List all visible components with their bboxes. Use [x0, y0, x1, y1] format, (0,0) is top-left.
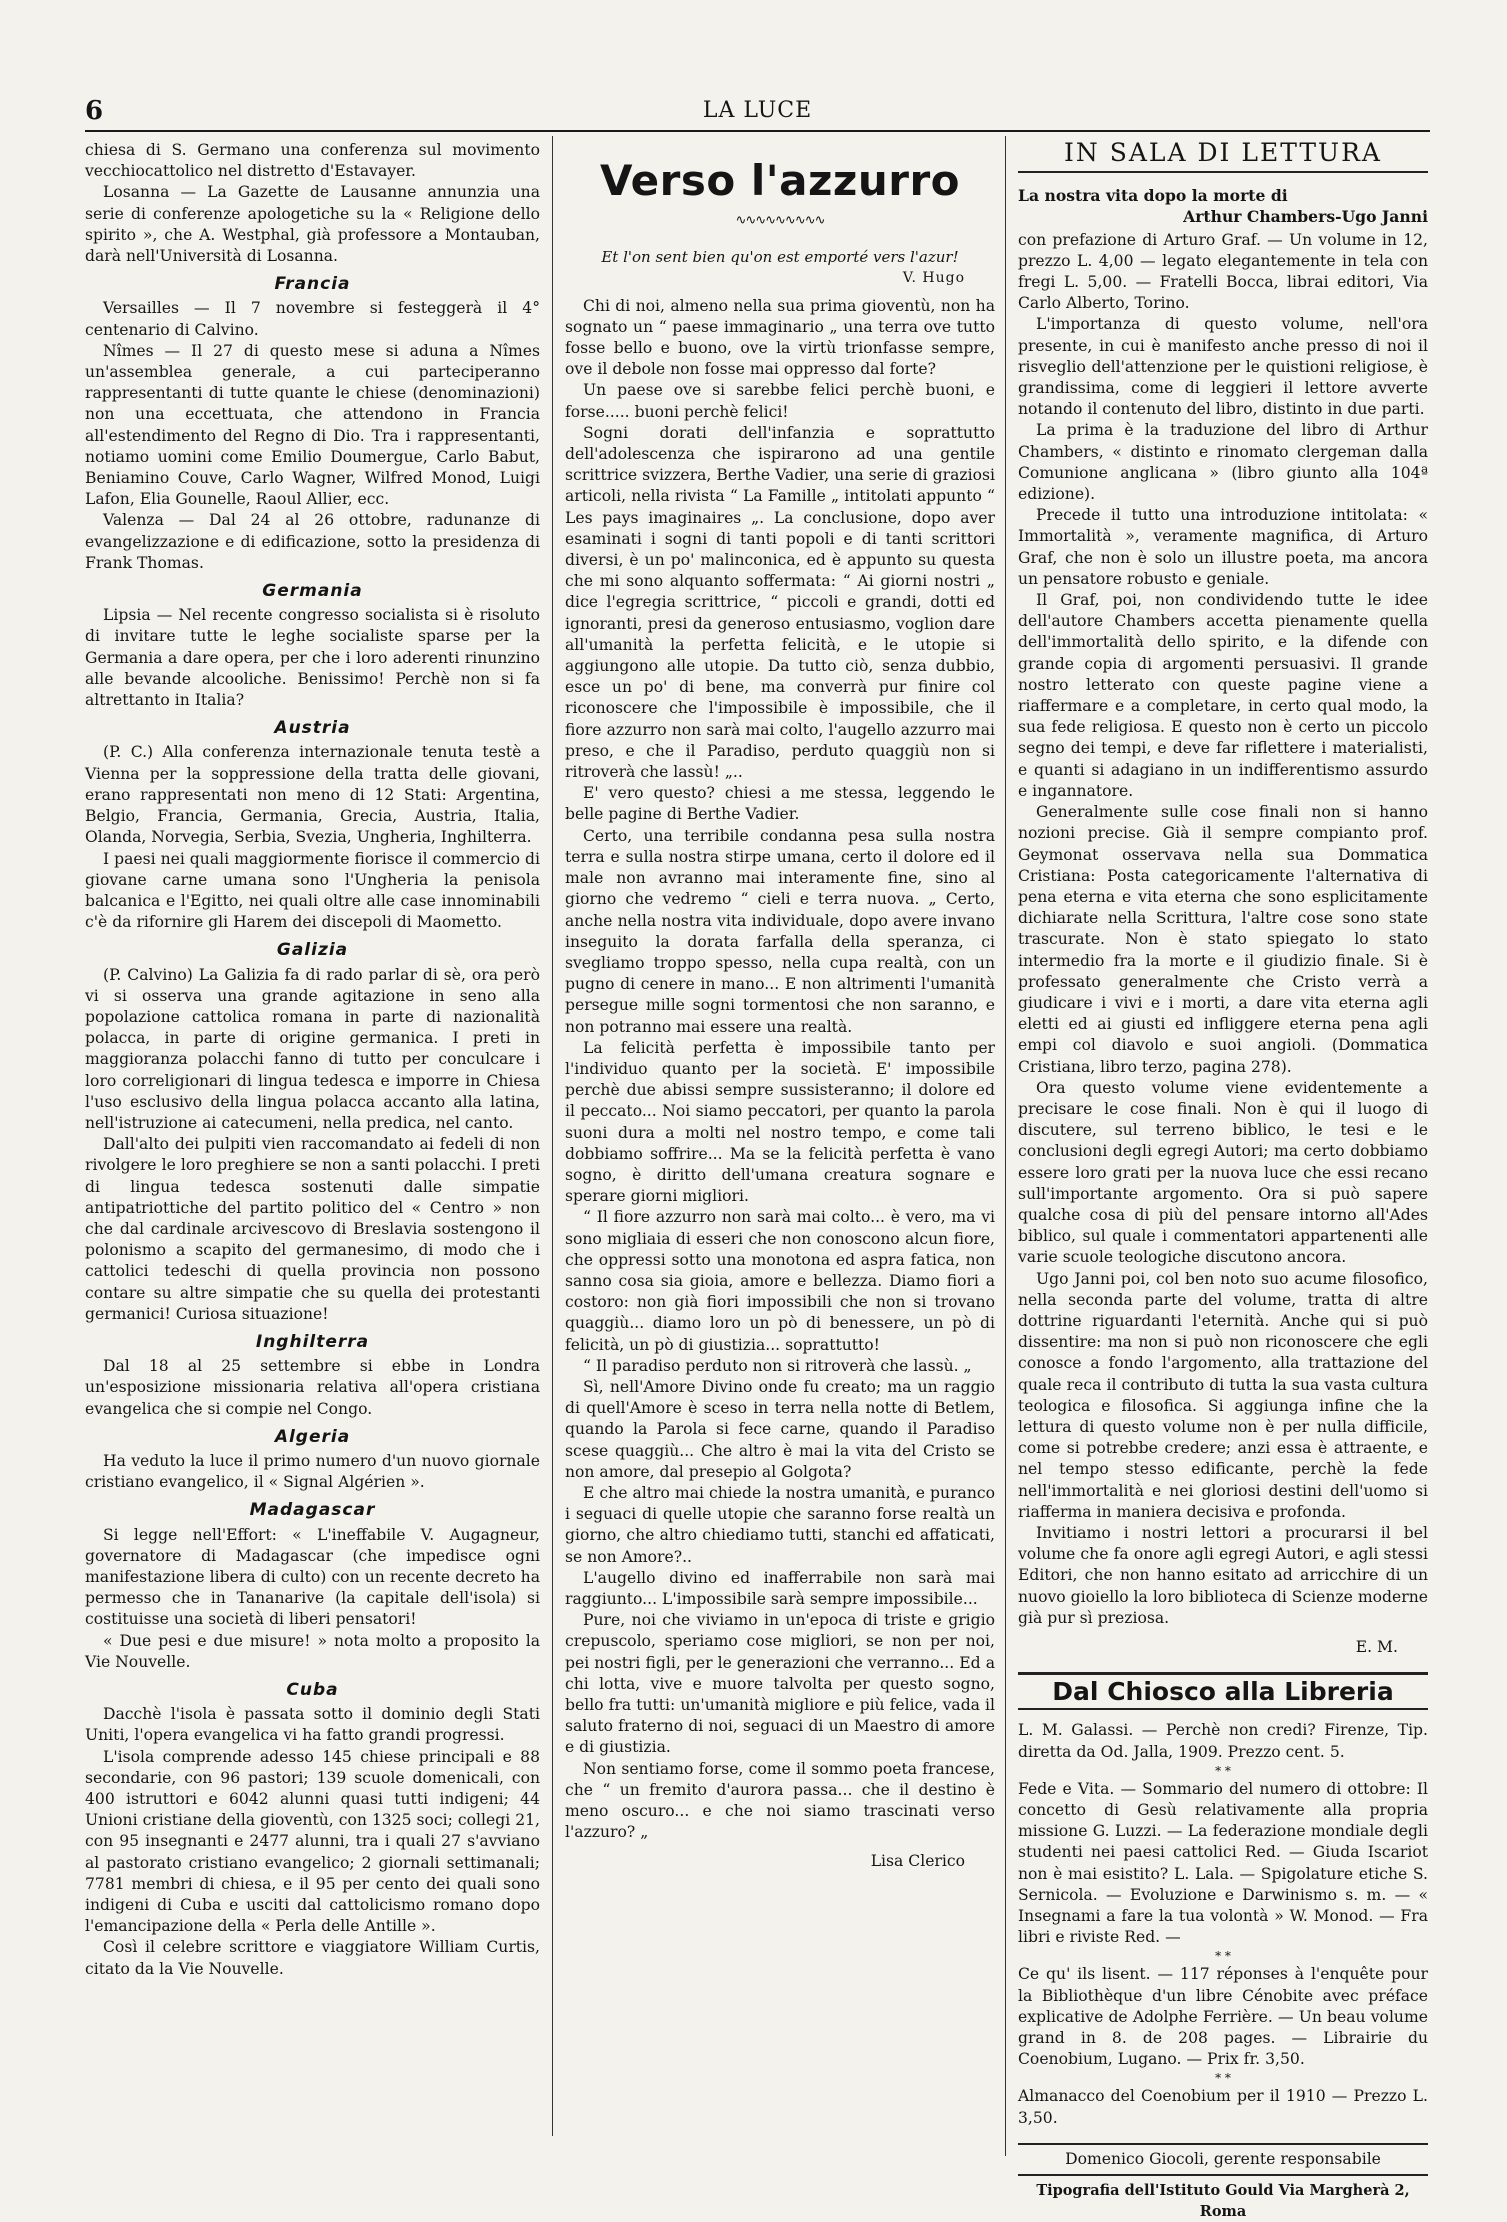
- paragraph: Dall'alto dei pulpiti vien raccomandato ai fedeli di non rivolgere le loro preghiere se non a santi polacchi. I preti di lingua tedesca sostenuti dalle simpatie antipatriottiche del partito politico del « Centro » non che dal cardinale arcivescovo di Breslavia sostengono il polonismo a scapito del germanesimo, di modo che i cattolici tedeschi di quella provincia non possono contare su altre simpatie che su quella dei protestanti germanici! Curiosa situazione!: [85, 1135, 540, 1323]
- responsible-manager: Domenico Giocoli, gerente responsabile: [1018, 2143, 1428, 2170]
- paragraph: Sì, nell'Amore Divino onde fu creato; ma un raggio di quell'Amore è sceso in terra nella notte di Betlem, quando la Parola si fece carne, quando il Paradiso scese quaggiù... Che altro è mai la vita del Cristo se non amore, dal presepio al Golgota?: [565, 1377, 995, 1481]
- paragraph: (P. C.) Alla conferenza internazionale tenuta testè a Vienna per la soppressione della tratta delle giovani, erano rappresentati non meno di 12 Stati: Argentina, Belgio, Francia, Germania, Grecia, Austria, Italia, Olanda, Norvegia, Serbia, Svezia, Ungheria, Inghilterra.: [85, 743, 540, 847]
- wave-ornament: ∿∿∿∿∿∿∿∿∿: [735, 213, 825, 228]
- paragraph: Ora questo volume viene evidentemente a precisare le cose finali. Non è qui il luogo di discutere, sul terreno biblico, le tesi e le conclusioni degli egregi Autori; ma certo dobbiamo essere loro grati per la nuova luce che essi recano sull'importante argomento. Ora si può sapere qualche cosa di più del pensare intorno all'Ades biblico, sul quale i commentatori appartenenti alle varie scuole teologiche discutono ancora.: [1018, 1078, 1428, 1267]
- review-signature: E. M.: [1355, 1638, 1398, 1657]
- section-title-chiosco: Dal Chiosco alla Libreria: [1018, 1672, 1428, 1710]
- section-heading-germania: Germania: [262, 581, 363, 602]
- section-heading-madagascar: Madagascar: [249, 1500, 376, 1521]
- paragraph: Dal 18 al 25 settembre si ebbe in Londra un'esposizione missionaria relativa all'opera cristiana evangelica che si compie nel Congo.: [85, 1357, 540, 1418]
- paragraph: con prefazione di Arturo Graf. — Un volume in 12, prezzo L. 4,00 — legato elegantemente in tela con fregi L. 5,00. — Fratelli Bocca, librai editori, Via Carlo Alberto, Torino.: [1018, 230, 1428, 313]
- paragraph: La prima è la traduzione del libro di Arthur Chambers, « distinto e rinomato clergeman dalla Comunione anglicana » (libro giunto alla 104ª edizione).: [1018, 421, 1428, 504]
- column-divider: [552, 136, 553, 2136]
- paragraph: “ Il fiore azzurro non sarà mai colto... è vero, ma vi sono migliaia di esseri che non conoscono alcun fiore, che oppressi sotto una monotona ed aspra fatica, non sanno cosa sia gioia, amore e bellezza. Diamo fiori a costoro: non già fiori impossibili che non si trovano quaggiù... diamo loro un pò di benessere, un pò di felicità, un pò di giustizia... soprattutto!: [565, 1208, 995, 1354]
- paragraph: Così il celebre scrittore e viaggiatore William Curtis, citato da la Vie Nouvelle.: [85, 1938, 540, 1978]
- paragraph: Pure, noi che viviamo in un'epoca di triste e grigio crepuscolo, speriamo cose migliori, se non per noi, pei nostri figli, per le generazioni che verranno... Ed a chi lotta, vive e muore talvolta per questo sogno, bello fra tutti: un'umanità migliore e più felice, vada il saluto fraterno di noi, seguaci di un Maestro di amore e di giustizia.: [565, 1611, 995, 1757]
- section-heading-austria: Austria: [274, 718, 351, 739]
- section-heading-algeria: Algeria: [274, 1426, 351, 1447]
- section-heading-galizia: Galizia: [276, 940, 349, 961]
- article-column: [565, 140, 995, 2150]
- paragraph: E che altro mai chiede la nostra umanità, e puranco i seguaci di quelle utopie che saranno forse realtà un giorno, che altro chiediamo tutti, stanchi ed affaticati, se non Amore?..: [565, 1483, 995, 1566]
- paragraph: Dacchè l'isola è passata sotto il dominio degli Stati Uniti, l'opera evangelica vi ha fatto grandi progressi.: [85, 1705, 540, 1745]
- paragraph: Non sentiamo forse, come il sommo poeta francese, che “ un fremito d'aurora passa... che il destino è meno oscuro... e che noi siamo trascinati verso l'azzuro? „: [565, 1759, 995, 1842]
- paragraph: Invitiamo i nostri lettori a procurarsi il bel volume che fa onore agli egregi Autori, e agli stessi Editori, che non hanno esitato ad arricchire di un nuovo gioiello la loro biblioteca di Scienze moderne già pur sì preziosa.: [1018, 1524, 1428, 1627]
- column-divider: [1005, 136, 1006, 2156]
- section-heading-francia: Francia: [274, 274, 351, 295]
- paragraph: Il Graf, poi, non condividendo tutte le idee dell'autore Chambers accetta pienamente quella dell'immortalità dello spirito, e la difende con grande copia di argomenti persuasivi. Il grande nostro letterato con queste pagine viene a riaffermare e a completare, in certo qual modo, la sua fede religiosa. E questo non è certo un piccolo segno dei tempi, e deve far riflettere i materialisti, e quanti si adagiano in un indifferentismo assurdo e ingannatore.: [1018, 591, 1428, 800]
- paragraph: Generalmente sulle cose finali non si hanno nozioni precise. Già il sempre compianto prof. Geymonat osservava nella sua Dommatica Cristiana: Posta categoricamente l'alternativa di pena eterna e vita eterna che sono esplicitamente dichiarate nella Scrittura, l'altre cose sono state trascurate. Non è stato spiegato lo stato intermedio fra la morte e il giudizio finale. Si è professato generalmente che Cristo verrà a giudicare i vivi e i morti, a dare vita eterna agli eletti ed ai giusti ed infliggere eterna pena agli empi col diavolo e suoi angioli. (Dommatica Cristiana, libro terzo, pagina 278).: [1018, 803, 1428, 1076]
- bookstall-entry: Fede e Vita. — Sommario del numero di ottobre: Il concetto di Gesù relativamente alla propria missione G. Luzzi. — La federazione mondiale degli studenti nei paesi cattolici Red. — Giuda Iscariot non è mai esistito? L. Lala. — Spigolature etiche S. Sernicola. — Evoluzione e Darwinismo s. m. — « Insegnami a fare la tua volontà » W. Monod. — Fra libri e riviste Red. —: [1018, 1779, 1428, 1947]
- paragraph: L'isola comprende adesso 145 chiese principali e 88 secondarie, con 96 pastori; 139 scuole domenicali, con 400 istruttori e 6042 alunni quasi tutti indigeni; 44 Unioni cristiane della gioventù, con 1325 soci; collegi 21, con 95 insegnanti e 2477 alunni, tra i quali 27 s'avviano al pastorato cristiano evangelico; 2 giornali settimanali; 7781 membri di chiesa, e il 95 per cento dei quali sono indigeni di Cuba e usciti dal cattolicismo romano dopo l'emancipazione della « Perla delle Antille ».: [85, 1747, 540, 1936]
- paragraph: Losanna — La Gazette de Lausanne annunzia una serie di conferenze apologetiche su la « Religione dello spirito », che A. Westphal, già professore a Montauban, darà nell'Università di Losanna.: [85, 183, 540, 266]
- page-header: [85, 96, 1430, 132]
- article-signature: Lisa Clerico: [870, 1852, 965, 1871]
- paragraph: L'augello divino ed inafferrabile non sarà mai raggiunto... L'impossibile sarà sempre impossibile...: [565, 1568, 995, 1608]
- paragraph: chiesa di S. Germano una conferenza sul movimento vecchiocattolico nel distretto d'Estavayer.: [85, 141, 540, 181]
- paragraph: Chi di noi, almeno nella sua prima gioventù, non ha sognato un “ paese immaginario „ una terra ove tutto fosse bello e buono, ove la virtù trionfasse sempre, ove il debole non fosse mai oppresso dal forte?: [565, 296, 995, 379]
- paragraph: “ Il paradiso perduto non si ritroverà che lassù. „: [583, 1356, 972, 1375]
- printer-line: Tipografia dell'Istituto Gould Via Margherà 2, Roma: [1018, 2174, 1428, 2222]
- paragraph: Ugo Janni poi, col ben noto suo acume filosofico, nella seconda parte del volume, tratta di altre dottrine riguardanti l'eternità. Anche qui si può dissentire: ma non si può non riconoscere che egli conosce a fondo l'argomento, alla trattazione del quale reca il contributo di tutta la sua vasta cultura teologica e filosofica. Si aggiunga infine che la lettura di questo volume non è per nulla difficile, come si potrebbe credere; anzi essa è attraente, e nel tempo stesso edificante, perchè la fede nell'immortalità e nei gloriosi destini dell'uomo si riafferma in maniera decisiva e profonda.: [1018, 1269, 1428, 1521]
- paragraph: E' vero questo? chiesi a me stessa, leggendo le belle pagine di Berthe Vadier.: [565, 784, 995, 824]
- paragraph: Lipsia — Nel recente congresso socialista si è risoluto di invitare tutte le leghe socialiste sparse per la Germania a dare opera, per che i loro aderenti rinunzino alle bevande alcooliche. Benissimo! Perchè non si fa altrettanto in Italia?: [85, 606, 540, 710]
- asterism: * *: [1215, 1763, 1231, 1778]
- paragraph: Si legge nell'Effort: « L'ineffabile V. Augagneur, governatore di Madagascar (che impedisce ogni manifestazione libera di culto) con un recente decreto ha permesso che in Tananarive (la capitale dell'isola) si costituisse una società di liberi pensatori!: [85, 1525, 540, 1629]
- paragraph: Nîmes — Il 27 di questo mese si aduna a Nîmes un'assemblea generale, a cui parteciperanno rappresentanti di tutte quante le chiese (denominazioni) non una eccettuata, che attendono in Francia all'estendimento del Regno di Dio. Tra i rappresentanti, notiamo uomini come Emilio Doumergue, Carlo Babut, Beniamino Couve, Carlo Wagner, Wilfred Monod, Luigi Lafon, Elia Gounelle, Raoul Allier, ecc.: [85, 341, 540, 509]
- asterism: * *: [1215, 2071, 1231, 2086]
- bookstall-entry: Almanacco del Coenobium per il 1910 — Prezzo L. 3,50.: [1018, 2087, 1428, 2127]
- section-heading-cuba: Cuba: [286, 1680, 339, 1701]
- bookstall-entry: L. M. Galassi. — Perchè non credi? Firenze, Tip. diretta da Od. Jalla, 1909. Prezzo cent. 5.: [1018, 1721, 1428, 1761]
- news-column: [85, 140, 540, 2150]
- asterism: * *: [1215, 1949, 1231, 1964]
- book-title: La nostra vita dopo la morte di: [1018, 186, 1288, 206]
- paragraph: I paesi nei quali maggiormente fiorisce il commercio di giovane carne umana sono l'Ungheria la penisola balcanica e l'Egitto, nei quali oltre alle case innominabili c'è da rifornire gli Harem dei discepoli di Maometto.: [85, 849, 540, 932]
- paragraph: « Due pesi e due misure! » nota molto a proposito la Vie Nouvelle.: [85, 1631, 540, 1671]
- paragraph: L'importanza di questo volume, nell'ora presente, in cui è manifesto anche presso di noi il risveglio dell'attenzione per le quistioni religiose, è grandissima, come di leggieri il lettore avverte notando il contenuto del libro, distinto in due parti.: [1018, 315, 1428, 419]
- paragraph: Ha veduto la luce il primo numero d'un nuovo giornale cristiano evangelico, il « Signal Algérien ».: [85, 1451, 540, 1492]
- section-title-sala: IN SALA DI LETTURA: [1018, 142, 1428, 173]
- page-number: 6: [85, 96, 104, 126]
- paragraph: La felicità perfetta è impossibile tanto per l'individuo quanto per la società. E' impossibile perchè due abissi sempre sussisteranno; il dolore ed il peccato... Noi siamo peccatori, per quanto la parola suoni dura a molti nel nostro tempo, e come tali dobbiamo soffrire... Ma se la felicità perfetta è vano sogno, è diritto dell'umana creatura sognare e sperare giorni migliori.: [565, 1038, 995, 1206]
- article-title: Verso l'azzurro: [599, 156, 961, 205]
- epigraph-author: V. Hugo: [902, 270, 965, 287]
- paragraph: Un paese ove si sarebbe felici perchè buoni, e forse..... buoni perchè felici!: [565, 381, 995, 421]
- paragraph: Versailles — Il 7 novembre si festeggerà il 4° centenario di Calvino.: [85, 299, 540, 339]
- paragraph: Valenza — Dal 24 al 26 ottobre, radunanze di evangelizzazione e di edificazione, sotto la presidenza di Frank Thomas.: [85, 511, 540, 572]
- paragraph: (P. Calvino) La Galizia fa di rado parlar di sè, ora però vi si osserva una grande agitazione in seno alla popolazione cattolica romana in parte di nazionalità polacca, in parte di origine germanica. I preti in maggioranza polacchi fanno di tutto per conculcare i loro correligionari di lingua tedesca e imporre in Chiesa l'uso esclusivo della lingua polacca accanto alla latina, nell'istruzione ai catecumeni, nella predica, nel canto.: [85, 965, 540, 1132]
- paragraph: Certo, una terribile condanna pesa sulla nostra terra e sulla nostra stirpe umana, certo il dolore ed il male non avranno mai interamente fine, sino al giorno che vedremo “ cieli e terra nuova. „ Certo, anche nella nostra vita individuale, dopo avere invano inseguito la dorata farfalla della speranza, ci svegliamo troppo spesso, nella cupa realtà, con un pugno di cenere in mano... E non altrimenti l'umanità persegue mille sogni tormentosi che non saranno, e non potranno mai essere una realtà.: [565, 826, 995, 1036]
- section-heading-inghilterra: Inghilterra: [255, 1331, 370, 1352]
- bookstall-entry: Ce qu' ils lisent. — 117 réponses à l'enquête pour la Bibliothèque d'un libre Cénobite avec préface explicative de Adolphe Ferrière. — Un beau volume grand in 8. de 208 pages. — Librairie du Coenobium, Lugano. — Prix fr. 3,50.: [1018, 1965, 1428, 2069]
- paragraph: Precede il tutto una introduzione intitolata: « Immortalità », veramente magnifica, di Arturo Graf, che non è solo un illustre poeta, ma ancora un pensatore robusto e geniale.: [1018, 506, 1428, 588]
- reading-column: [1018, 138, 1428, 2221]
- book-author: Arthur Chambers-Ugo Janni: [1183, 207, 1428, 227]
- epigraph: Et l'on sent bien qu'on est emporté vers l'azur!: [601, 248, 959, 267]
- masthead: LA LUCE: [702, 98, 813, 123]
- paragraph: Sogni dorati dell'infanzia e soprattutto dell'adolescenza che ispirarono ad una gentile scrittrice svizzera, Berthe Vadier, una serie di graziosi articoli, nella rivista “ La Famille „ intitolati appunto “ Les pays imaginaires „. La conclusione, dopo aver esaminati i sogni di tanti popoli e di tanti scrittori diversi, è un po' malinconica, ed è appunto su questa che mi sono alquanto soffermata: “ Ai giorni nostri „ dice l'egregia scrittrice, “ piccoli e grandi, dotti ed ignoranti, presi da generoso entusiasmo, voglion dare all'umanità la perfetta felicità, e le utopie si aggiungono alle utopie. Da tutto ciò, senza dubbio, esce un po' di bene, ma converrà pur finire col riconoscere che l'impossibile è impossibile, che il fiore azzurro non sarà mai colto, l'augello azzurro mai preso, e che il Paradiso, perduto quaggiù non si ritroverà che lassù! „..: [565, 423, 995, 782]
